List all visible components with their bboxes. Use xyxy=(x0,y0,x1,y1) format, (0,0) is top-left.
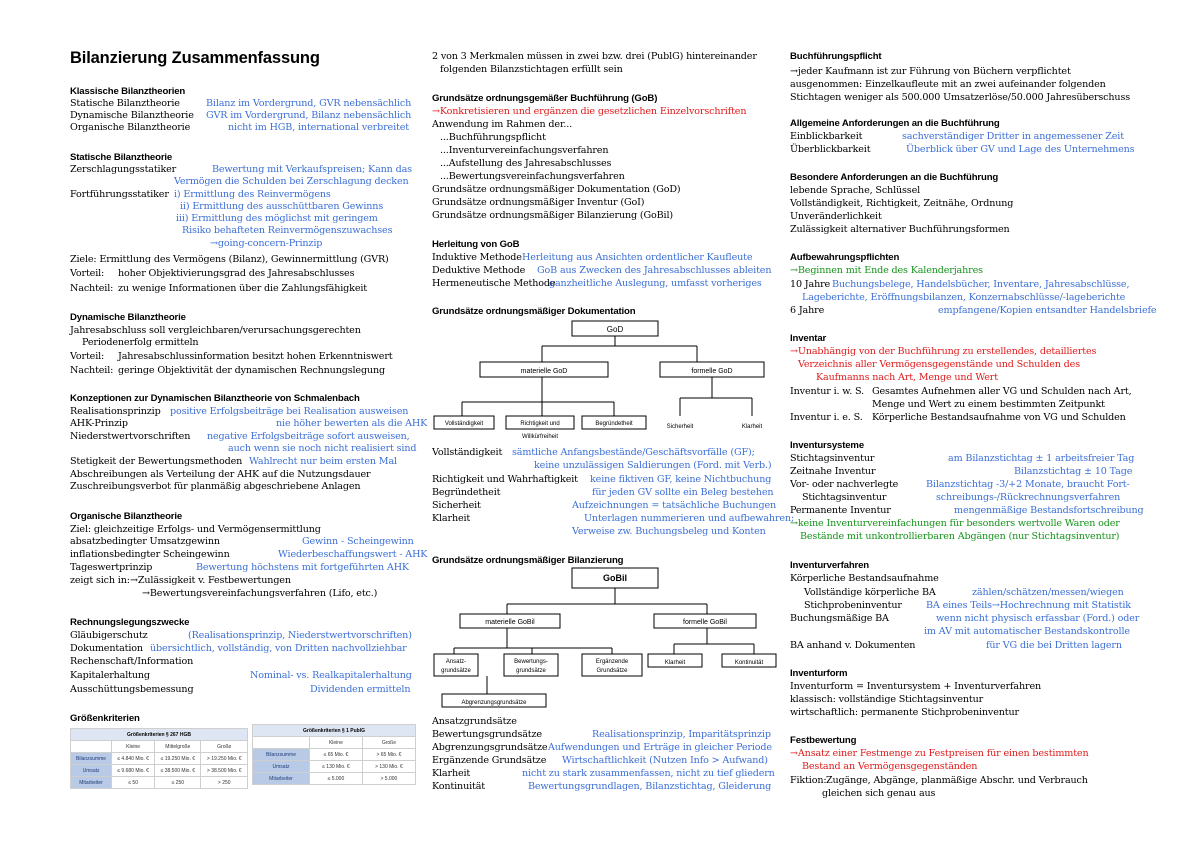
gobil-label: Bewertungsgrundsätze xyxy=(432,729,542,740)
hgb-table-title: Größenkriterien § 267 HGB xyxy=(71,729,248,741)
system-value: Bilanzstichtag ± 10 Tage xyxy=(1014,466,1133,477)
god-label: Richtigkeit und Wahrhaftigkeit xyxy=(432,474,578,485)
gobil-value: Realisationsprinzip, Imparitätsprinzip xyxy=(592,729,771,740)
god-leaf: Vollständigkeit xyxy=(444,421,484,427)
hgb-col-header: Große xyxy=(201,741,248,753)
organisch-label: absatzbedingter Umsatzgewinn xyxy=(70,536,220,547)
herleitung-value: ganzheitliche Auslegung, umfasst vorheriges xyxy=(549,278,762,289)
god-leaf: Richtigkeit und xyxy=(520,421,560,427)
publg-row-label: Mitarbeiter xyxy=(253,773,310,785)
publg-corner xyxy=(253,737,310,749)
statisch-nachteil-label: Nachteil: xyxy=(70,283,114,294)
gobil-right: formelle GoBil xyxy=(683,619,727,626)
bes-heading: Besondere Anforderungen an die Buchführung xyxy=(790,172,999,183)
system-value: Bilanzstichtag -3/+2 Monate, braucht Fort- xyxy=(926,479,1130,490)
zweck-label: Kapitalerhaltung xyxy=(70,670,150,681)
gob-anwendung: Anwendung im Rahmen der... xyxy=(432,119,573,130)
bes-line: Unveränderlichkeit xyxy=(790,211,882,222)
god-leaf: Begründetheit xyxy=(595,421,633,427)
dynamisch-nachteil: geringe Objektivität der dynamischen Rechnungslegung xyxy=(118,365,385,376)
konzeption-text: Zuschreibungsverbot für planmäßig abgeschriebene Anlagen xyxy=(70,481,361,492)
god-value: für jeden GV sollte ein Beleg bestehen xyxy=(592,487,774,498)
gob-line: Grundsätze ordnungsmäßiger Dokumentation (GoD) xyxy=(432,184,681,195)
zweck-value: (Realisationsprinzip, Niederstwertvorschriften) xyxy=(188,630,412,641)
gobil-left: materielle GoBil xyxy=(485,619,535,626)
gobil-leaf: grundsätze xyxy=(516,668,546,674)
system-label: Zeitnahe Inventur xyxy=(790,466,876,477)
inventur-ies-label: Inventur i. e. S. xyxy=(790,412,863,423)
zweck-value: übersichtlich, vollständig, von Dritten nachvollziehbar xyxy=(150,643,407,654)
organisch-zeigt: →Zulässigkeit v. Festbewertungen xyxy=(130,575,291,586)
zerschlagung-value-cont: Vermögen die Schulden bei Zerschlagung decken xyxy=(174,176,409,187)
systeme-heading: Inventursysteme xyxy=(790,440,864,451)
verfahren-kba: Körperliche Bestandsaufnahme xyxy=(790,573,939,584)
gobil-heading: Grundsätze ordnungsmäßiger Bilanzierung xyxy=(432,555,624,566)
god-value-cont: keine unzulässigen Saldierungen (Ford. mit Verb.) xyxy=(534,460,772,471)
hgb-cell: ≤ 4.840 Mio. € xyxy=(112,753,155,765)
gobil-label: Ansatzgrundsätze xyxy=(432,716,517,727)
page-title: Bilanzierung Zusammenfassung xyxy=(70,49,320,67)
herleitung-heading: Herleitung von GoB xyxy=(432,239,520,250)
organisch-zeigt: →Bewertungsvereinfachungsverfahren (Lifo, etc.) xyxy=(142,588,378,599)
dynamisch-heading: Dynamische Bilanztheorie xyxy=(70,312,186,323)
bfp-line: ausgenommen: Einzelkaufleute mit an zwei aufeinander folgenden xyxy=(790,79,1106,90)
inventur-ies: Körperliche Bestandsaufnahme von VG und Schulden xyxy=(872,412,1126,423)
konzeption-value: negative Erfolgsbeiträge sofort ausweisen, xyxy=(207,431,410,442)
fortfuehrung-label: Fortführungsstatiker xyxy=(70,189,169,200)
god-right: formelle GoD xyxy=(691,368,733,375)
konzeption-value-cont: auch wenn sie noch nicht realisiert sind xyxy=(228,443,417,454)
organisch-zeigt-label: zeigt sich in: xyxy=(70,575,130,586)
gob-item: ...Aufstellung des Jahresabschlusses xyxy=(440,158,612,169)
allg-label: Einblickbarkeit xyxy=(790,131,863,142)
klassisch-value: Bilanz im Vordergrund, GVR nebensächlich xyxy=(206,98,412,109)
fest-heading: Festbewertung xyxy=(790,735,857,746)
bes-line: lebende Sprache, Schlüssel xyxy=(790,185,921,196)
organisch-value: Wiederbeschaffungswert - AHK xyxy=(278,549,428,560)
aufb-10-value-cont: Lageberichte, Eröffnungsbilanzen, Konzernabschlüsse/-lageberichte xyxy=(802,292,1126,303)
bes-line: Vollständigkeit, Richtigkeit, Zeitnähe, Ordnung xyxy=(790,198,1014,209)
klassisch-label: Statische Bilanztheorie xyxy=(70,98,180,109)
hgb-col-header: Mittelgroße xyxy=(155,741,201,753)
god-value: sämtliche Anfangsbestände/Geschäftsvorfälle (GF); xyxy=(512,447,755,458)
gobil-leaf: grundsätze xyxy=(441,668,471,674)
bfp-line: →jeder Kaufmann ist zur Führung von Büchern verpflichtet xyxy=(790,66,1071,77)
gobil-value: Wirtschaftlichkeit (Nutzen Info > Aufwand) xyxy=(562,755,768,766)
fortfuehrung-item: →going-concern-Prinzip xyxy=(210,238,323,249)
intro-text: folgenden Bilanzstichtagen erfüllt sein xyxy=(440,64,623,75)
verfahren-label: BA anhand v. Dokumenten xyxy=(790,640,916,651)
inventur-iws: Gesamtes Aufnehmen aller VG und Schulden nach Art, xyxy=(872,386,1132,397)
publg-cell: > 5.000 xyxy=(362,773,415,785)
bfp-line: Stichtagen weniger als 500.000 Umsatzerlöse/50.000 Jahresüberschuss xyxy=(790,92,1131,103)
inventur-iws-label: Inventur i. w. S. xyxy=(790,386,864,397)
allg-value: sachverständiger Dritter in angemessener Zeit xyxy=(902,131,1124,142)
god-label: Vollständigkeit xyxy=(432,447,503,458)
system-label: Stichtagsinventur xyxy=(802,492,887,503)
gobil-diagram xyxy=(432,566,777,712)
herleitung-label: Hermeneutische Methode xyxy=(432,278,556,289)
konzeption-label: Realisationsprinzip xyxy=(70,406,161,417)
system-label: Stichtagsinventur xyxy=(790,453,875,464)
dynamisch-vorteil-label: Vorteil: xyxy=(70,351,105,362)
klassisch-label: Organische Bilanztheorie xyxy=(70,122,191,133)
verfahren-label: Buchungsmäßige BA xyxy=(790,613,889,624)
herleitung-value: Herleitung aus Ansichten ordentlicher Kaufleute xyxy=(522,252,753,263)
verfahren-label: Vollständige körperliche BA xyxy=(804,587,936,598)
publg-cell: ≤ 5.000 xyxy=(309,773,362,785)
konzeption-label: Niederstwertvorschriften xyxy=(70,431,191,442)
hgb-cell: ≤ 50 xyxy=(112,777,155,789)
zweck-value: Nominal- vs. Realkapitalerhaltung xyxy=(250,670,412,681)
aufb-6-value: empfangene/Kopien entsandter Handelsbriefe xyxy=(938,305,1157,316)
fest-red: →Ansatz einer Festmenge zu Festpreisen für einen bestimmten xyxy=(790,748,1089,759)
konzeption-value: nie höher bewerten als die AHK xyxy=(276,418,428,429)
herleitung-label: Induktive Methode xyxy=(432,252,522,263)
fortfuehrung-item: iii) Ermittlung des möglichst mit geringem xyxy=(176,213,378,224)
god-diagram xyxy=(432,318,777,442)
hgb-col-header: Kleine xyxy=(112,741,155,753)
verfahren-value: wenn nicht physisch erfassbar (Ford.) oder xyxy=(936,613,1140,624)
zweck-label: Gläubigerschutz xyxy=(70,630,148,641)
zweck-value: Dividenden ermitteln xyxy=(310,684,411,695)
konzeption-value: Wahlrecht nur beim ersten Mal xyxy=(249,456,397,467)
aufb-heading: Aufbewahrungspflichten xyxy=(790,252,900,263)
herleitung-label: Deduktive Methode xyxy=(432,265,526,276)
intro-text: 2 von 3 Merkmalen müssen in zwei bzw. drei (PublG) hintereinander xyxy=(432,51,757,62)
inventar-red: →Unabhängig von der Buchführung zu erstellendes, detailliertes xyxy=(790,346,1097,357)
gobil-leaf: Abgrenzungsgrundsätze xyxy=(461,700,527,706)
klassisch-value: GVR im Vordergrund, Bilanz nebensächlich xyxy=(206,110,412,121)
gobil-leaf: Ergänzende xyxy=(595,659,629,665)
publg-col-header: Kleine xyxy=(309,737,362,749)
statisch-vorteil: hoher Objektivierungsgrad des Jahresabschlusses xyxy=(118,268,355,279)
inventar-red: Verzeichnis aller Vermögensgegenstände und Schulden des xyxy=(798,359,1080,370)
klassisch-label: Dynamische Bilanztheorie xyxy=(70,110,194,121)
gobil-label: Klarheit xyxy=(432,768,471,779)
publg-row-label: Bilanzsumme xyxy=(253,749,310,761)
klassisch-heading: Klassische Bilanztheorien xyxy=(70,86,186,97)
gob-item: ...Bewertungsvereinfachungsverfahren xyxy=(440,171,625,182)
publg-cell: > 65 Mio. € xyxy=(362,749,415,761)
bes-line: Zulässigkeit alternativer Buchführungsformen xyxy=(790,224,1010,235)
god-label: Begründetheit xyxy=(432,487,501,498)
gob-line: Grundsätze ordnungsmäßiger Inventur (GoI) xyxy=(432,197,645,208)
god-leaf: Sicherheit xyxy=(666,424,694,430)
konzeption-label: AHK-Prinzip xyxy=(70,418,128,429)
hgb-row-label: Bilanzsumme xyxy=(71,753,112,765)
verfahren-value: BA eines Teils→Hochrechnung mit Statistik xyxy=(926,600,1131,611)
hgb-cell: ≤ 9.680 Mio. € xyxy=(112,765,155,777)
hgb-row-label: Umsatz xyxy=(71,765,112,777)
zweck-label: Rechenschaft/Information xyxy=(70,656,194,667)
gobil-label: Kontinuität xyxy=(432,781,485,792)
hgb-row-label: Mitarbeiter xyxy=(71,777,112,789)
gob-red-note: →Konkretisieren und ergänzen die gesetzlichen Einzelvorschriften xyxy=(432,106,747,117)
allg-label: Überblickbarkeit xyxy=(790,144,871,155)
verfahren-label: Stichprobeninventur xyxy=(804,600,902,611)
gobil-label: Abgrenzungsgrundsätze xyxy=(432,742,548,753)
statisch-ziele: Ziele: Ermittlung des Vermögens (Bilanz), Gewinnermittlung (GVR) xyxy=(70,254,389,265)
organisch-ziel: Ziel: gleichzeitige Erfolgs- und Vermögensermittlung xyxy=(70,524,321,535)
hgb-corner xyxy=(71,741,112,753)
dynamisch-text: Jahresabschluss soll vergleichbaren/verursachungsgerechten xyxy=(70,325,361,336)
gobil-label: Ergänzende Grundsätze xyxy=(432,755,547,766)
god-root: GoD xyxy=(606,325,624,334)
aufb-10-value: Buchungsbelege, Handelsbücher, Inventare, Jahresabschlüsse, xyxy=(832,279,1130,290)
hgb-cell: > 38.500 Mio. € xyxy=(201,765,248,777)
statisch-vorteil-label: Vorteil: xyxy=(70,268,105,279)
system-label: Vor- oder nachverlegte xyxy=(790,479,899,490)
gobil-value: nicht zu stark zusammenfassen, nicht zu tief gliedern xyxy=(522,768,775,779)
god-left: materielle GoD xyxy=(520,368,568,375)
statisch-heading: Statische Bilanztheorie xyxy=(70,152,173,163)
zerschlagung-label: Zerschlagungsstatiker xyxy=(70,164,177,175)
hgb-cell: > 250 xyxy=(201,777,248,789)
gobil-root: GoBil xyxy=(603,573,627,583)
fest-fiktion-label: Fiktion: xyxy=(790,775,827,786)
groessen-heading: Größenkriterien xyxy=(70,713,140,724)
konzeption-text: Abschreibungen als Verteilung der AHK auf die Nutzungsdauer xyxy=(70,469,371,480)
verfahren-value: für VG die bei Dritten lagern xyxy=(986,640,1122,651)
hgb-cell: ≤ 19.250 Mio. € xyxy=(155,753,201,765)
herleitung-value: GoB aus Zwecken des Jahresabschlusses ableiten xyxy=(537,265,772,276)
verfahren-heading: Inventurverfahren xyxy=(790,560,870,571)
gobil-value: Bewertungsgrundlagen, Bilanzstichtag, Gleiderung xyxy=(528,781,772,792)
organisch-heading: Organische Bilanztheorie xyxy=(70,511,183,522)
zweck-label: Dokumentation xyxy=(70,643,143,654)
system-green-note: Bestände mit unkontrollierbaren Abgängen (nur Stichtagsinventur) xyxy=(800,531,1120,542)
gobil-leaf: Ansatz- xyxy=(445,659,467,665)
inventur-iws-cont: Menge und Wert zu einem bestimmten Zeitpunkt xyxy=(872,399,1105,410)
god-value: Unterlagen nummerieren und aufbewahren; xyxy=(584,513,795,524)
aufb-6-label: 6 Jahre xyxy=(790,305,825,316)
fortfuehrung-item: ii) Ermittlung des ausschüttbaren Gewinns xyxy=(180,201,384,212)
inventar-red: Kaufmanns nach Art, Menge und Wert xyxy=(816,372,998,383)
god-value: keine fiktiven GF, keine Nichtbuchung xyxy=(590,474,772,485)
publg-cell: ≤ 130 Mio. € xyxy=(309,761,362,773)
form-heading: Inventurform xyxy=(790,668,848,679)
hgb-cell: ≤ 38.500 Mio. € xyxy=(155,765,201,777)
konzeption-value: positive Erfolgsbeiträge bei Realisation ausweisen xyxy=(170,406,409,417)
god-value-cont: Verweise zw. Buchungsbeleg und Konten xyxy=(572,526,766,537)
dynamisch-vorteil: Jahresabschlussinformation besitzt hohen Erkenntniswert xyxy=(118,351,393,362)
system-value-cont: schreibungs-/Rückrechnungsverfahren xyxy=(936,492,1121,503)
gob-heading: Grundsätze ordnungsgemäßer Buchführung (GoB) xyxy=(432,93,658,104)
gobil-leaf: Klarheit xyxy=(664,660,686,666)
fortfuehrung-item: Risiko behafteten Reinvermögenszuwachses xyxy=(182,225,393,236)
god-value: Aufzeichnungen = tatsächliche Buchungen xyxy=(572,500,777,511)
konzeptionen-heading: Konzeptionen zur Dynamischen Bilanztheorie von Schmalenbach xyxy=(70,393,360,404)
system-label: Permanente Inventur xyxy=(790,505,891,516)
dynamisch-text: Periodenerfolg ermitteln xyxy=(82,337,199,348)
zerschlagung-value: Bewertung mit Verkaufspreisen; Kann das xyxy=(212,164,412,175)
publg-col-header: Große xyxy=(362,737,415,749)
gob-item: ...Inventurvereinfachungsverfahren xyxy=(440,145,609,156)
klassisch-value: nicht im HGB, international verbreitet xyxy=(228,122,409,133)
form-line: klassisch: vollständige Stichtagsinventur xyxy=(790,694,984,705)
organisch-label: Tageswertprinzip xyxy=(70,562,153,573)
god-label: Klarheit xyxy=(432,513,471,524)
gobil-value: Aufwendungen und Erträge in gleicher Periode xyxy=(548,742,772,753)
god-label: Sicherheit xyxy=(432,500,481,511)
organisch-value: Gewinn - Scheingewinn xyxy=(302,536,414,547)
dynamisch-nachteil-label: Nachteil: xyxy=(70,365,114,376)
allg-value: Überblick über GV und Lage des Unternehmens xyxy=(906,144,1135,155)
verfahren-value: zählen/schätzen/messen/wiegen xyxy=(972,587,1124,598)
form-line: wirtschaftlich: permanente Stichprobeninventur xyxy=(790,707,1019,718)
hgb-cell: > 19.250 Mio. € xyxy=(201,753,248,765)
publg-table xyxy=(252,724,416,785)
verfahren-value-cont: im AV mit automatischer Bestandskontrolle xyxy=(924,626,1130,637)
hgb-table xyxy=(70,728,248,789)
aufb-10-label: 10 Jahre xyxy=(790,279,831,290)
system-value: am Bilanzstichtag ± 1 arbeitsfreier Tag xyxy=(948,453,1135,464)
gobil-leaf: Grundsätze xyxy=(596,668,628,674)
organisch-value: Bewertung höchstens mit fortgeführten AHK xyxy=(196,562,409,573)
konzeption-label: Stetigkeit der Bewertungsmethoden xyxy=(70,456,243,467)
allg-heading: Allgemeine Anforderungen an die Buchführung xyxy=(790,118,1000,129)
fortfuehrung-item: i) Ermittlung des Reinvermögens xyxy=(174,189,331,200)
hgb-cell: ≤ 250 xyxy=(155,777,201,789)
gob-line: Grundsätze ordnungsmäßiger Bilanzierung (GoBil) xyxy=(432,210,673,221)
statisch-nachteil: zu wenige Informationen über die Zahlungsfähigkeit xyxy=(118,283,367,294)
publg-table-title: Größenkriterien § 1 PublG xyxy=(253,725,416,737)
system-value: mengenmäßige Bestandsfortschreibung xyxy=(954,505,1144,516)
gob-item: ...Buchführungspflicht xyxy=(440,132,546,143)
zwecke-heading: Rechnungslegungszwecke xyxy=(70,617,190,628)
fest-fiktion: Zugänge, Abgänge, planmäßige Abschr. und Verbrauch xyxy=(826,775,1088,786)
fest-fiktion-cont: gleichen sich genau aus xyxy=(822,788,936,799)
publg-cell: ≤ 65 Mio. € xyxy=(309,749,362,761)
system-green-note: →keine Inventurvereinfachungen für besonders wertvolle Waren oder xyxy=(790,518,1120,529)
form-line: Inventurform = Inventursystem + Inventurverfahren xyxy=(790,681,1042,692)
zweck-label: Ausschüttungsbemessung xyxy=(70,684,194,695)
publg-cell: > 130 Mio. € xyxy=(362,761,415,773)
aufb-green-note: →Beginnen mit Ende des Kalenderjahres xyxy=(790,265,983,276)
gobil-leaf: Bewertungs- xyxy=(514,659,548,665)
organisch-label: inflationsbedingter Scheingewinn xyxy=(70,549,230,560)
god-heading: Grundsätze ordnungsmäßiger Dokumentation xyxy=(432,306,636,317)
fest-red: Bestand an Vermögensgegenständen xyxy=(802,761,978,772)
god-leaf: Willkürfreiheit xyxy=(521,434,559,440)
inventar-heading: Inventar xyxy=(790,333,827,344)
bfp-heading: Buchführungspflicht xyxy=(790,51,882,62)
gobil-leaf: Kontinuität xyxy=(734,660,764,666)
publg-row-label: Umsatz xyxy=(253,761,310,773)
god-leaf: Klarheit xyxy=(741,424,763,430)
